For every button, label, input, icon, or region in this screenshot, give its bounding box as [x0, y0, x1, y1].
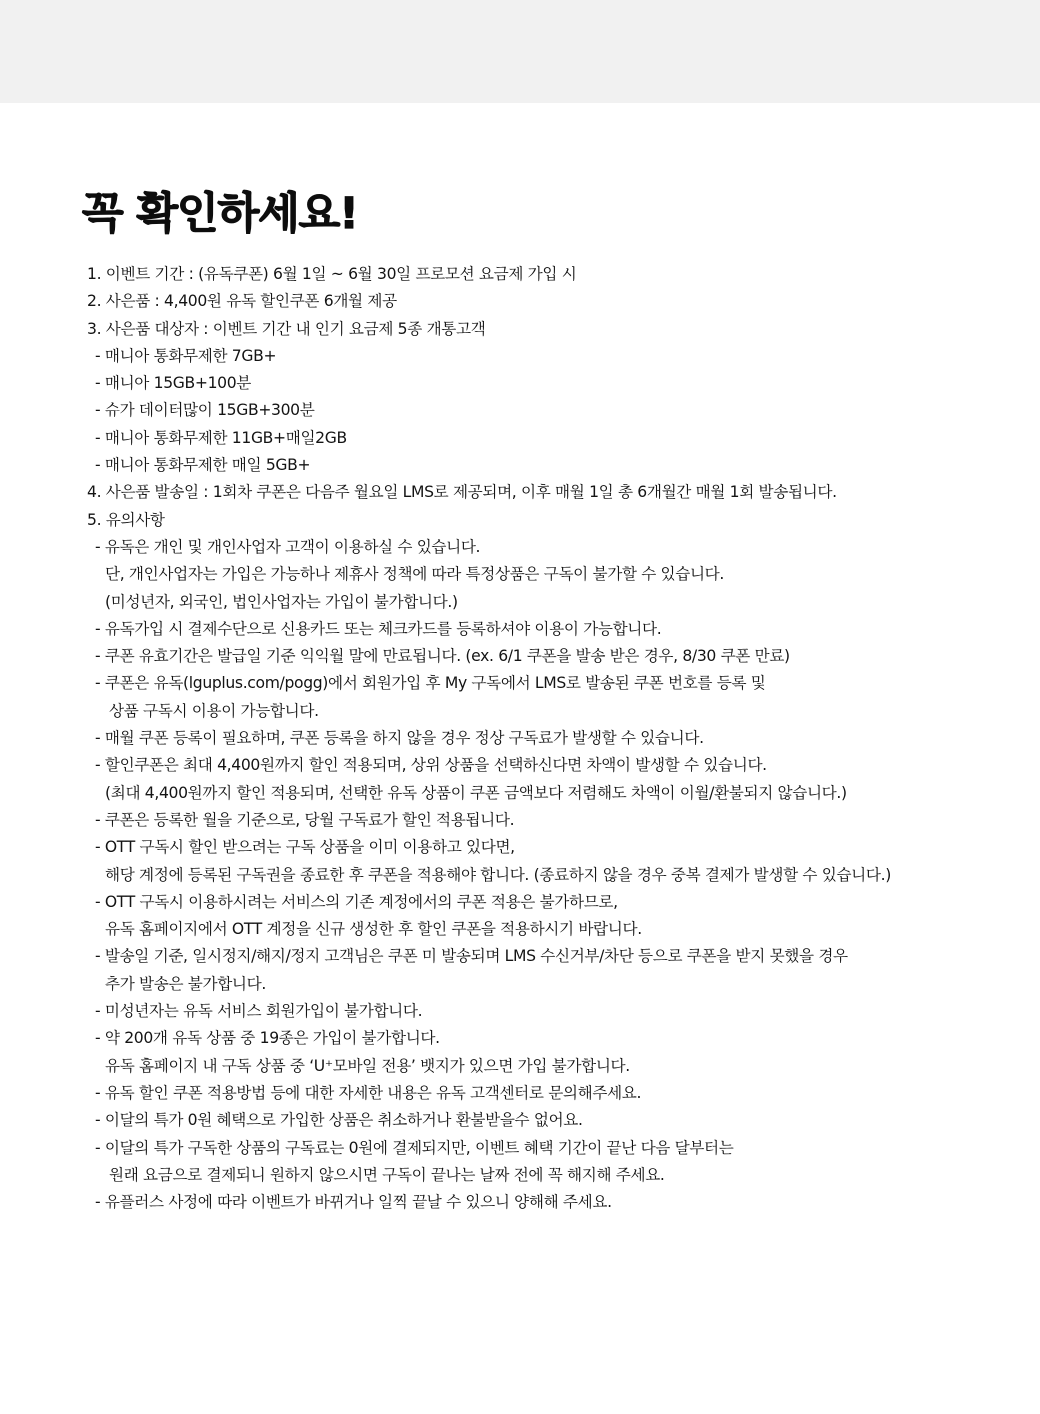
notice-line: - 매니아 통화무제한 매일 5GB+ — [95, 456, 311, 475]
notice-line: 2. 사은품 : 4,400원 유독 할인쿠폰 6개월 제공 — [87, 292, 397, 311]
notice-line: - 약 200개 유독 상품 중 19종은 가입이 불가합니다. — [95, 1029, 440, 1048]
notice-line: - 유독 할인 쿠폰 적용방법 등에 대한 자세한 내용은 유독 고객센터로 문의해주세요. — [95, 1083, 642, 1102]
notice-line: (최대 4,400원까지 할인 적용되며, 선택한 유독 상품이 쿠폰 금액보다 저렴해도 차액이 이월/환불되지 않습니다.) — [105, 783, 847, 802]
notice-line: 3. 사은품 대상자 : 이벤트 기간 내 인기 요금제 5종 개통고객 — [87, 319, 486, 338]
notice-line: 추가 발송은 불가합니다. — [105, 974, 266, 993]
notice-list — [87, 261, 1017, 1216]
notice-line: 유독 홈페이지에서 OTT 계정을 신규 생성한 후 할인 쿠폰을 적용하시기 바랍니다. — [105, 920, 642, 939]
notice-title: 꼭 확인하세요! — [82, 189, 358, 239]
notice-line: 5. 유의사항 — [87, 510, 165, 529]
notice-line: - 이달의 특가 구독한 상품의 구독료는 0원에 결제되지만, 이벤트 혜택 기간이 끝난 다음 달부터는 — [95, 1138, 734, 1157]
notice-line: - 미성년자는 유독 서비스 회원가입이 불가합니다. — [95, 1002, 423, 1021]
notice-line: - 매니아 통화무제한 7GB+ — [95, 346, 277, 365]
notice-line: 4. 사은품 발송일 : 1회차 쿠폰은 다음주 월요일 LMS로 제공되며, 이후 매월 1일 총 6개월간 매월 1회 발송됩니다. — [87, 483, 837, 502]
notice-line: - 유독가입 시 결제수단으로 신용카드 또는 체크카드를 등록하셔야 이용이 가능합니다. — [95, 619, 662, 638]
notice-line: - 유플러스 사정에 따라 이벤트가 바뀌거나 일찍 끝날 수 있으니 양해해 주세요. — [95, 1193, 612, 1212]
notice-line: - 이달의 특가 0원 혜택으로 가입한 상품은 취소하거나 환불받을수 없어요. — [95, 1111, 583, 1130]
notice-line: 유독 홈페이지 내 구독 상품 중 ‘U⁺모바일 전용’ 뱃지가 있으면 가입 불가합니다. — [105, 1056, 630, 1075]
notice-line: - 발송일 기준, 일시정지/해지/정지 고객님은 쿠폰 미 발송되며 LMS 수신거부/차단 등으로 쿠폰을 받지 못했을 경우 — [95, 947, 848, 966]
notice-line: - 슈가 데이터많이 15GB+300분 — [95, 401, 315, 420]
notice-line: - 쿠폰은 등록한 월을 기준으로, 당월 구독료가 할인 적용됩니다. — [95, 810, 515, 829]
notice-line: - 매니아 통화무제한 11GB+매일2GB — [95, 428, 347, 447]
notice-line: - 쿠폰은 유독(lguplus.com/pogg)에서 회원가입 후 My 구독에서 LMS로 발송된 쿠폰 번호를 등록 및 — [95, 674, 766, 693]
notice-line: - 할인쿠폰은 최대 4,400원까지 할인 적용되며, 상위 상품을 선택하신다면 차액이 발생할 수 있습니다. — [95, 756, 767, 775]
top-gray-band — [0, 0, 1040, 103]
notice-line: - 유독은 개인 및 개인사업자 고객이 이용하실 수 있습니다. — [95, 537, 481, 556]
notice-line: 상품 구독시 이용이 가능합니다. — [109, 701, 319, 720]
notice-line: 1. 이벤트 기간 : (유독쿠폰) 6월 1일 ~ 6월 30일 프로모션 요금제 가입 시 — [87, 265, 577, 283]
notice-line: - OTT 구독시 할인 받으려는 구독 상품을 이미 이용하고 있다면, — [95, 838, 515, 857]
notice-line: 해당 계정에 등록된 구독권을 종료한 후 쿠폰을 적용해야 합니다. (종료하지 않을 경우 중복 결제가 발생할 수 있습니다.) — [105, 865, 891, 884]
notice-line: - 매월 쿠폰 등록이 필요하며, 쿠폰 등록을 하지 않을 경우 정상 구독료가 발생할 수 있습니다. — [95, 729, 704, 748]
notice-line: (미성년자, 외국인, 법인사업자는 가입이 불가합니다.) — [105, 592, 458, 611]
notice-line: 단, 개인사업자는 가입은 가능하나 제휴사 정책에 따라 특정상품은 구독이 불가할 수 있습니다. — [105, 565, 725, 584]
notice-line: - 쿠폰 유효기간은 발급일 기준 익익월 말에 만료됩니다. (ex. 6/1 쿠폰을 발송 받은 경우, 8/30 쿠폰 만료) — [95, 647, 790, 666]
notice-line: - OTT 구독시 이용하시려는 서비스의 기존 계정에서의 쿠폰 적용은 불가하므로, — [95, 892, 618, 911]
notice-line: - 매니아 15GB+100분 — [95, 374, 251, 393]
notice-line: 원래 요금으로 결제되니 원하지 않으시면 구독이 끝나는 날짜 전에 꼭 해지해 주세요. — [109, 1165, 665, 1184]
